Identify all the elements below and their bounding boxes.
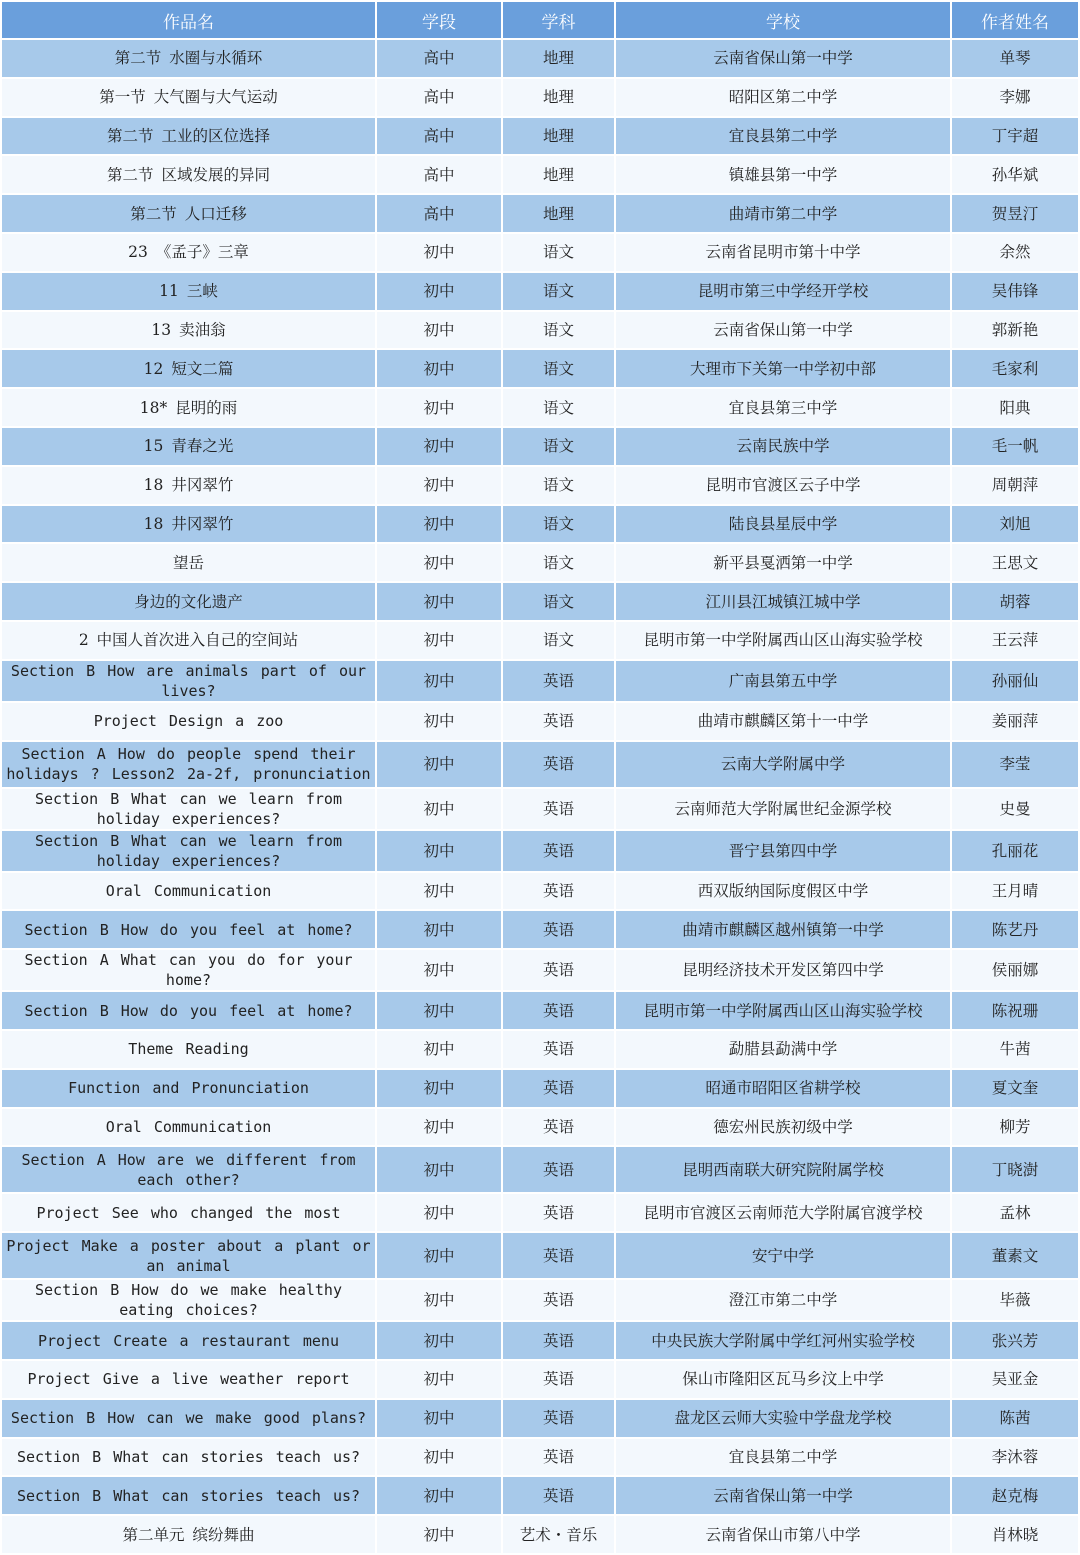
school-cell: 云南大学附属中学 [616, 742, 950, 787]
table-row [2, 1516, 1078, 1553]
school-level-cell: 初中 [377, 428, 501, 465]
table-row [2, 831, 1078, 871]
table-row [2, 1031, 1078, 1068]
school-cell: 镇雄县第一中学 [616, 156, 950, 193]
work-title-cell: Theme Reading [2, 1031, 375, 1068]
author-cell: 陈艺丹 [952, 911, 1078, 948]
work-title-cell: Oral Communication [2, 873, 375, 910]
subject-cell: 地理 [503, 40, 614, 77]
school-level-cell: 初中 [377, 873, 501, 910]
author-cell: 陈祝珊 [952, 992, 1078, 1029]
table-row [2, 1147, 1078, 1192]
subject-cell: 地理 [503, 156, 614, 193]
work-title-cell: Function and Pronunciation [2, 1070, 375, 1107]
author-cell: 姜丽萍 [952, 703, 1078, 740]
table-row [2, 703, 1078, 740]
subject-cell: 英语 [503, 1322, 614, 1359]
school-level-cell: 初中 [377, 1361, 501, 1398]
table-row [2, 428, 1078, 465]
subject-cell: 英语 [503, 703, 614, 740]
table-row [2, 911, 1078, 948]
header-subject: 学科 [503, 2, 614, 38]
school-level-cell: 初中 [377, 1322, 501, 1359]
school-level-cell: 高中 [377, 195, 501, 232]
school-level-cell: 初中 [377, 911, 501, 948]
subject-cell: 英语 [503, 1439, 614, 1476]
table-row [2, 79, 1078, 116]
school-cell: 云南省保山第一中学 [616, 312, 950, 349]
author-cell: 肖林晓 [952, 1516, 1078, 1553]
subject-cell: 语文 [503, 312, 614, 349]
author-cell: 赵克梅 [952, 1477, 1078, 1514]
school-cell: 曲靖市第二中学 [616, 195, 950, 232]
school-cell: 陆良县星辰中学 [616, 506, 950, 543]
work-title-cell: 第二节 人口迁移 [2, 195, 375, 232]
table-row [2, 40, 1078, 77]
school-cell: 昆明市官渡区云子中学 [616, 467, 950, 504]
author-cell: 吴亚金 [952, 1361, 1078, 1398]
subject-cell: 语文 [503, 389, 614, 426]
work-title-cell: Section B How do we make healthy eating choices? [2, 1280, 375, 1320]
school-level-cell: 初中 [377, 1280, 501, 1320]
work-title-cell: Oral Communication [2, 1109, 375, 1146]
work-title-cell: Section B What can stories teach us? [2, 1439, 375, 1476]
school-level-cell: 初中 [377, 544, 501, 581]
table-row [2, 1477, 1078, 1514]
school-cell: 新平县戛洒第一中学 [616, 544, 950, 581]
work-title-cell: Project Create a restaurant menu [2, 1322, 375, 1359]
subject-cell: 英语 [503, 661, 614, 701]
school-cell: 昆明市第一中学附属西山区山海实验学校 [616, 992, 950, 1029]
work-title-cell: Section A How are we different from each other? [2, 1147, 375, 1192]
table-row [2, 195, 1078, 232]
author-cell: 阳典 [952, 389, 1078, 426]
author-cell: 王云萍 [952, 622, 1078, 659]
table-row [2, 873, 1078, 910]
work-title-cell: 18 井冈翠竹 [2, 506, 375, 543]
table-row [2, 950, 1078, 990]
header-author: 作者姓名 [952, 2, 1078, 38]
subject-cell: 语文 [503, 544, 614, 581]
subject-cell: 地理 [503, 195, 614, 232]
school-cell: 澄江市第二中学 [616, 1280, 950, 1320]
subject-cell: 英语 [503, 950, 614, 990]
author-cell: 王思文 [952, 544, 1078, 581]
school-cell: 昭通市昭阳区省耕学校 [616, 1070, 950, 1107]
school-level-cell: 初中 [377, 789, 501, 829]
school-cell: 云南民族中学 [616, 428, 950, 465]
school-level-cell: 初中 [377, 467, 501, 504]
subject-cell: 语文 [503, 273, 614, 310]
subject-cell: 英语 [503, 1070, 614, 1107]
school-cell: 宜良县第二中学 [616, 1439, 950, 1476]
school-cell: 中央民族大学附属中学红河州实验学校 [616, 1322, 950, 1359]
table-row [2, 156, 1078, 193]
work-title-cell: Section B How do you feel at home? [2, 911, 375, 948]
table-row [2, 1322, 1078, 1359]
subject-cell: 地理 [503, 118, 614, 155]
school-level-cell: 初中 [377, 389, 501, 426]
author-cell: 郭新艳 [952, 312, 1078, 349]
school-cell: 大理市下关第一中学初中部 [616, 350, 950, 387]
author-cell: 贺昱汀 [952, 195, 1078, 232]
school-cell: 盘龙区云师大实验中学盘龙学校 [616, 1400, 950, 1437]
work-title-cell: Section B How are animals part of our lives? [2, 661, 375, 701]
table-row [2, 1070, 1078, 1107]
school-level-cell: 初中 [377, 1516, 501, 1553]
author-cell: 牛茜 [952, 1031, 1078, 1068]
table-row [2, 583, 1078, 620]
table-row [2, 661, 1078, 701]
author-cell: 刘旭 [952, 506, 1078, 543]
author-cell: 李沐蓉 [952, 1439, 1078, 1476]
school-cell: 西双版纳国际度假区中学 [616, 873, 950, 910]
author-cell: 孙丽仙 [952, 661, 1078, 701]
school-level-cell: 高中 [377, 118, 501, 155]
work-title-cell: 第二节 工业的区位选择 [2, 118, 375, 155]
work-title-cell: Project Design a zoo [2, 703, 375, 740]
school-cell: 广南县第五中学 [616, 661, 950, 701]
subject-cell: 英语 [503, 742, 614, 787]
school-level-cell: 初中 [377, 273, 501, 310]
subject-cell: 语文 [503, 234, 614, 271]
table-row [2, 622, 1078, 659]
school-cell: 保山市隆阳区瓦马乡汶上中学 [616, 1361, 950, 1398]
subject-cell: 英语 [503, 992, 614, 1029]
work-title-cell: Section B What can we learn from holiday experiences? [2, 831, 375, 871]
table-row [2, 312, 1078, 349]
work-title-cell: 身边的文化遗产 [2, 583, 375, 620]
author-cell: 张兴芳 [952, 1322, 1078, 1359]
school-cell: 江川县江城镇江城中学 [616, 583, 950, 620]
school-level-cell: 初中 [377, 1439, 501, 1476]
author-cell: 丁宇超 [952, 118, 1078, 155]
subject-cell: 英语 [503, 1280, 614, 1320]
school-level-cell: 初中 [377, 831, 501, 871]
header-school: 学校 [616, 2, 950, 38]
subject-cell: 英语 [503, 1109, 614, 1146]
school-cell: 云南省保山第一中学 [616, 40, 950, 77]
work-title-cell: 12 短文二篇 [2, 350, 375, 387]
school-cell: 曲靖市麒麟区越州镇第一中学 [616, 911, 950, 948]
school-level-cell: 高中 [377, 156, 501, 193]
work-title-cell: 第二节 水圈与水循环 [2, 40, 375, 77]
school-level-cell: 初中 [377, 950, 501, 990]
subject-cell: 英语 [503, 789, 614, 829]
subject-cell: 语文 [503, 506, 614, 543]
school-level-cell: 初中 [377, 1109, 501, 1146]
table-row [2, 1109, 1078, 1146]
school-level-cell: 初中 [377, 1070, 501, 1107]
work-title-cell: Section A How do people spend their holidays ? Lesson2 2a-2f, pronunciation [2, 742, 375, 787]
table-row [2, 234, 1078, 271]
school-level-cell: 初中 [377, 1400, 501, 1437]
author-cell: 柳芳 [952, 1109, 1078, 1146]
work-title-cell: 2 中国人首次进入自己的空间站 [2, 622, 375, 659]
author-cell: 夏文奎 [952, 1070, 1078, 1107]
work-title-cell: 第二单元 缤纷舞曲 [2, 1516, 375, 1553]
work-title-cell: Section B What can stories teach us? [2, 1477, 375, 1514]
subject-cell: 英语 [503, 1400, 614, 1437]
work-title-cell: 23 《孟子》三章 [2, 234, 375, 271]
subject-cell: 语文 [503, 428, 614, 465]
author-cell: 侯丽娜 [952, 950, 1078, 990]
author-cell: 孔丽花 [952, 831, 1078, 871]
author-cell: 李莹 [952, 742, 1078, 787]
work-title-cell: Section B How do you feel at home? [2, 992, 375, 1029]
table-row [2, 273, 1078, 310]
school-cell: 昆明西南联大研究院附属学校 [616, 1147, 950, 1192]
school-level-cell: 初中 [377, 506, 501, 543]
author-cell: 董素文 [952, 1233, 1078, 1278]
table-row [2, 544, 1078, 581]
subject-cell: 艺术・音乐 [503, 1516, 614, 1553]
author-cell: 单琴 [952, 40, 1078, 77]
work-title-cell: Section B What can we learn from holiday experiences? [2, 789, 375, 829]
author-cell: 毕薇 [952, 1280, 1078, 1320]
work-title-cell: Section B How can we make good plans? [2, 1400, 375, 1437]
subject-cell: 地理 [503, 79, 614, 116]
subject-cell: 英语 [503, 1194, 614, 1231]
table-row [2, 1280, 1078, 1320]
work-title-cell: 第一节 大气圈与大气运动 [2, 79, 375, 116]
school-level-cell: 高中 [377, 40, 501, 77]
author-cell: 毛一帆 [952, 428, 1078, 465]
school-level-cell: 初中 [377, 1477, 501, 1514]
table-row [2, 742, 1078, 787]
school-level-cell: 初中 [377, 661, 501, 701]
table-row [2, 1439, 1078, 1476]
author-cell: 陈茜 [952, 1400, 1078, 1437]
work-title-cell: 第二节 区域发展的异同 [2, 156, 375, 193]
work-title-cell: Section A What can you do for your home? [2, 950, 375, 990]
table-row [2, 467, 1078, 504]
school-cell: 昆明经济技术开发区第四中学 [616, 950, 950, 990]
table-row [2, 789, 1078, 829]
author-cell: 胡蓉 [952, 583, 1078, 620]
school-cell: 安宁中学 [616, 1233, 950, 1278]
work-title-cell: Project Make a poster about a plant or an animal [2, 1233, 375, 1278]
author-cell: 王月晴 [952, 873, 1078, 910]
school-level-cell: 初中 [377, 992, 501, 1029]
school-level-cell: 初中 [377, 1147, 501, 1192]
author-cell: 余然 [952, 234, 1078, 271]
school-cell: 昆明市官渡区云南师范大学附属官渡学校 [616, 1194, 950, 1231]
author-cell: 孟林 [952, 1194, 1078, 1231]
author-cell: 丁晓澍 [952, 1147, 1078, 1192]
table-row [2, 1233, 1078, 1278]
work-title-cell: 望岳 [2, 544, 375, 581]
school-level-cell: 初中 [377, 1031, 501, 1068]
school-cell: 德宏州民族初级中学 [616, 1109, 950, 1146]
work-title-cell: 18* 昆明的雨 [2, 389, 375, 426]
school-cell: 昆明市第三中学经开学校 [616, 273, 950, 310]
school-cell: 昭阳区第二中学 [616, 79, 950, 116]
school-level-cell: 初中 [377, 1233, 501, 1278]
school-level-cell: 初中 [377, 583, 501, 620]
subject-cell: 英语 [503, 873, 614, 910]
work-title-cell: Project See who changed the most [2, 1194, 375, 1231]
school-cell: 昆明市第一中学附属西山区山海实验学校 [616, 622, 950, 659]
table-row [2, 992, 1078, 1029]
table-row [2, 350, 1078, 387]
subject-cell: 英语 [503, 1477, 614, 1514]
author-cell: 毛家利 [952, 350, 1078, 387]
subject-cell: 英语 [503, 831, 614, 871]
school-level-cell: 初中 [377, 742, 501, 787]
work-title-cell: 11 三峡 [2, 273, 375, 310]
work-title-cell: 18 井冈翠竹 [2, 467, 375, 504]
work-title-cell: Project Give a live weather report [2, 1361, 375, 1398]
school-level-cell: 初中 [377, 703, 501, 740]
author-cell: 孙华斌 [952, 156, 1078, 193]
school-level-cell: 初中 [377, 234, 501, 271]
table-row [2, 1194, 1078, 1231]
school-cell: 宜良县第三中学 [616, 389, 950, 426]
school-cell: 勐腊县勐满中学 [616, 1031, 950, 1068]
subject-cell: 英语 [503, 1361, 614, 1398]
subject-cell: 语文 [503, 622, 614, 659]
work-title-cell: 13 卖油翁 [2, 312, 375, 349]
header-level: 学段 [377, 2, 501, 38]
subject-cell: 英语 [503, 1147, 614, 1192]
school-cell: 云南师范大学附属世纪金源学校 [616, 789, 950, 829]
subject-cell: 英语 [503, 1233, 614, 1278]
school-level-cell: 初中 [377, 312, 501, 349]
subject-cell: 英语 [503, 1031, 614, 1068]
header-title: 作品名 [2, 2, 375, 38]
school-cell: 曲靖市麒麟区第十一中学 [616, 703, 950, 740]
school-cell: 云南省昆明市第十中学 [616, 234, 950, 271]
school-level-cell: 初中 [377, 622, 501, 659]
school-level-cell: 高中 [377, 79, 501, 116]
subject-cell: 英语 [503, 911, 614, 948]
school-cell: 宜良县第二中学 [616, 118, 950, 155]
subject-cell: 语文 [503, 350, 614, 387]
table-row [2, 1361, 1078, 1398]
author-cell: 史曼 [952, 789, 1078, 829]
author-cell: 吴伟锋 [952, 273, 1078, 310]
table-row [2, 389, 1078, 426]
header-row [2, 2, 1078, 38]
author-cell: 周朝萍 [952, 467, 1078, 504]
school-cell: 晋宁县第四中学 [616, 831, 950, 871]
table-row [2, 118, 1078, 155]
school-level-cell: 初中 [377, 350, 501, 387]
table-row [2, 1400, 1078, 1437]
subject-cell: 语文 [503, 467, 614, 504]
school-level-cell: 初中 [377, 1194, 501, 1231]
school-cell: 云南省保山市第八中学 [616, 1516, 950, 1553]
author-cell: 李娜 [952, 79, 1078, 116]
subject-cell: 语文 [503, 583, 614, 620]
work-title-cell: 15 青春之光 [2, 428, 375, 465]
school-cell: 云南省保山第一中学 [616, 1477, 950, 1514]
table-row [2, 506, 1078, 543]
